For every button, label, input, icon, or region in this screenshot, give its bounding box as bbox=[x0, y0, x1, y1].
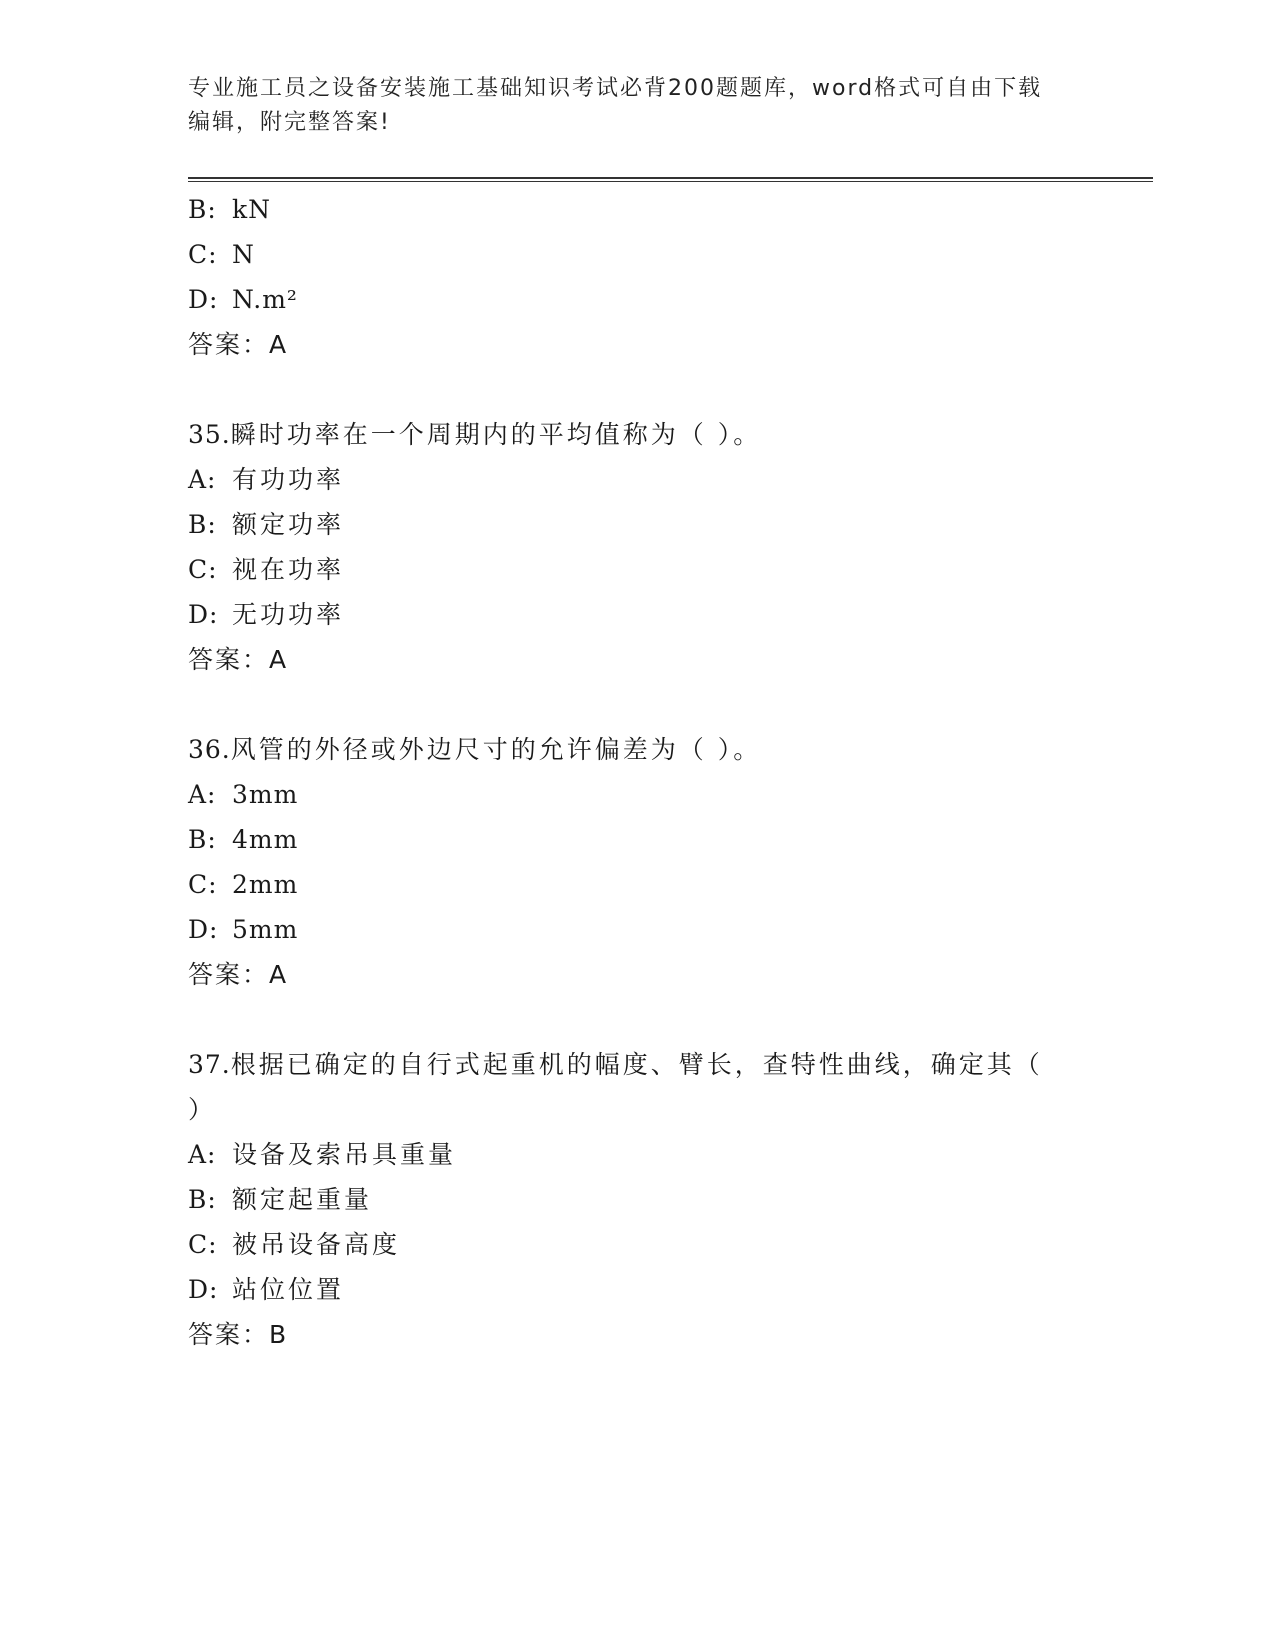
option-key: C: bbox=[188, 555, 218, 584]
option-text: 设备及索吊具重量 bbox=[232, 1140, 457, 1169]
document-header bbox=[188, 72, 1088, 140]
option-row bbox=[188, 823, 298, 857]
option-key: B: bbox=[188, 825, 217, 854]
option-key: B: bbox=[188, 510, 217, 539]
option-row bbox=[188, 1273, 344, 1307]
option-row bbox=[188, 598, 344, 632]
option-key: C: bbox=[188, 240, 218, 269]
option-key: B: bbox=[188, 1185, 217, 1214]
question-number: 36. bbox=[188, 735, 231, 764]
answer-line: 答案：A bbox=[188, 645, 289, 674]
option-row bbox=[188, 1183, 372, 1217]
option-row bbox=[188, 193, 271, 227]
question-number: 37. bbox=[188, 1050, 231, 1079]
header-line-1: 专业施工员之设备安装施工基础知识考试必背200题题库，word格式可自由下载 bbox=[188, 76, 1043, 101]
header-line-2: 编辑，附完整答案! bbox=[188, 110, 391, 135]
option-key: C: bbox=[188, 870, 218, 899]
question-text: 瞬时功率在一个周期内的平均值称为（ ）。 bbox=[230, 420, 762, 449]
option-text: 有功功率 bbox=[232, 465, 345, 494]
question-text: 风管的外径或外边尺寸的允许偏差为（ ）。 bbox=[230, 735, 762, 764]
option-key: D: bbox=[188, 600, 219, 629]
option-text: 无功功率 bbox=[232, 600, 345, 629]
option-text: 4mm bbox=[232, 825, 299, 854]
option-key: A: bbox=[188, 465, 217, 494]
answer-line: 答案：A bbox=[188, 330, 289, 359]
option-key: B: bbox=[188, 195, 217, 224]
header-divider bbox=[188, 177, 1153, 179]
option-row bbox=[188, 283, 298, 317]
option-row bbox=[188, 1228, 400, 1262]
option-row bbox=[188, 868, 298, 902]
option-text: 3mm bbox=[232, 780, 299, 809]
question-text: 根据已确定的自行式起重机的幅度、臂长，查特性曲线，确定其（ bbox=[230, 1050, 1043, 1079]
option-text: kN bbox=[232, 195, 272, 224]
question-37 bbox=[188, 1048, 1043, 1082]
option-text: 2mm bbox=[232, 870, 299, 899]
option-key: D: bbox=[188, 1275, 219, 1304]
answer-line: 答案：B bbox=[188, 1320, 289, 1349]
option-row bbox=[188, 463, 344, 497]
question-text-continued: ） bbox=[188, 1095, 217, 1124]
option-key: D: bbox=[188, 915, 219, 944]
option-row bbox=[188, 508, 344, 542]
question-number: 35. bbox=[188, 420, 231, 449]
answer-line: 答案：A bbox=[188, 960, 289, 989]
option-text: 站位位置 bbox=[232, 1275, 345, 1304]
option-key: C: bbox=[188, 1230, 218, 1259]
option-row bbox=[188, 913, 298, 947]
option-text: 额定起重量 bbox=[232, 1185, 373, 1214]
option-key: A: bbox=[188, 1140, 217, 1169]
header-divider-thin bbox=[188, 181, 1153, 182]
question-35 bbox=[188, 418, 761, 452]
option-text: 额定功率 bbox=[232, 510, 345, 539]
option-text: 5mm bbox=[232, 915, 299, 944]
option-text: 被吊设备高度 bbox=[232, 1230, 401, 1259]
option-row bbox=[188, 1138, 456, 1172]
question-36 bbox=[188, 733, 761, 767]
option-text: N.m² bbox=[232, 285, 298, 314]
option-row bbox=[188, 238, 255, 272]
option-text: N bbox=[232, 240, 255, 269]
option-key: D: bbox=[188, 285, 219, 314]
option-key: A: bbox=[188, 780, 217, 809]
option-row bbox=[188, 778, 298, 812]
option-text: 视在功率 bbox=[232, 555, 345, 584]
option-row bbox=[188, 553, 344, 587]
